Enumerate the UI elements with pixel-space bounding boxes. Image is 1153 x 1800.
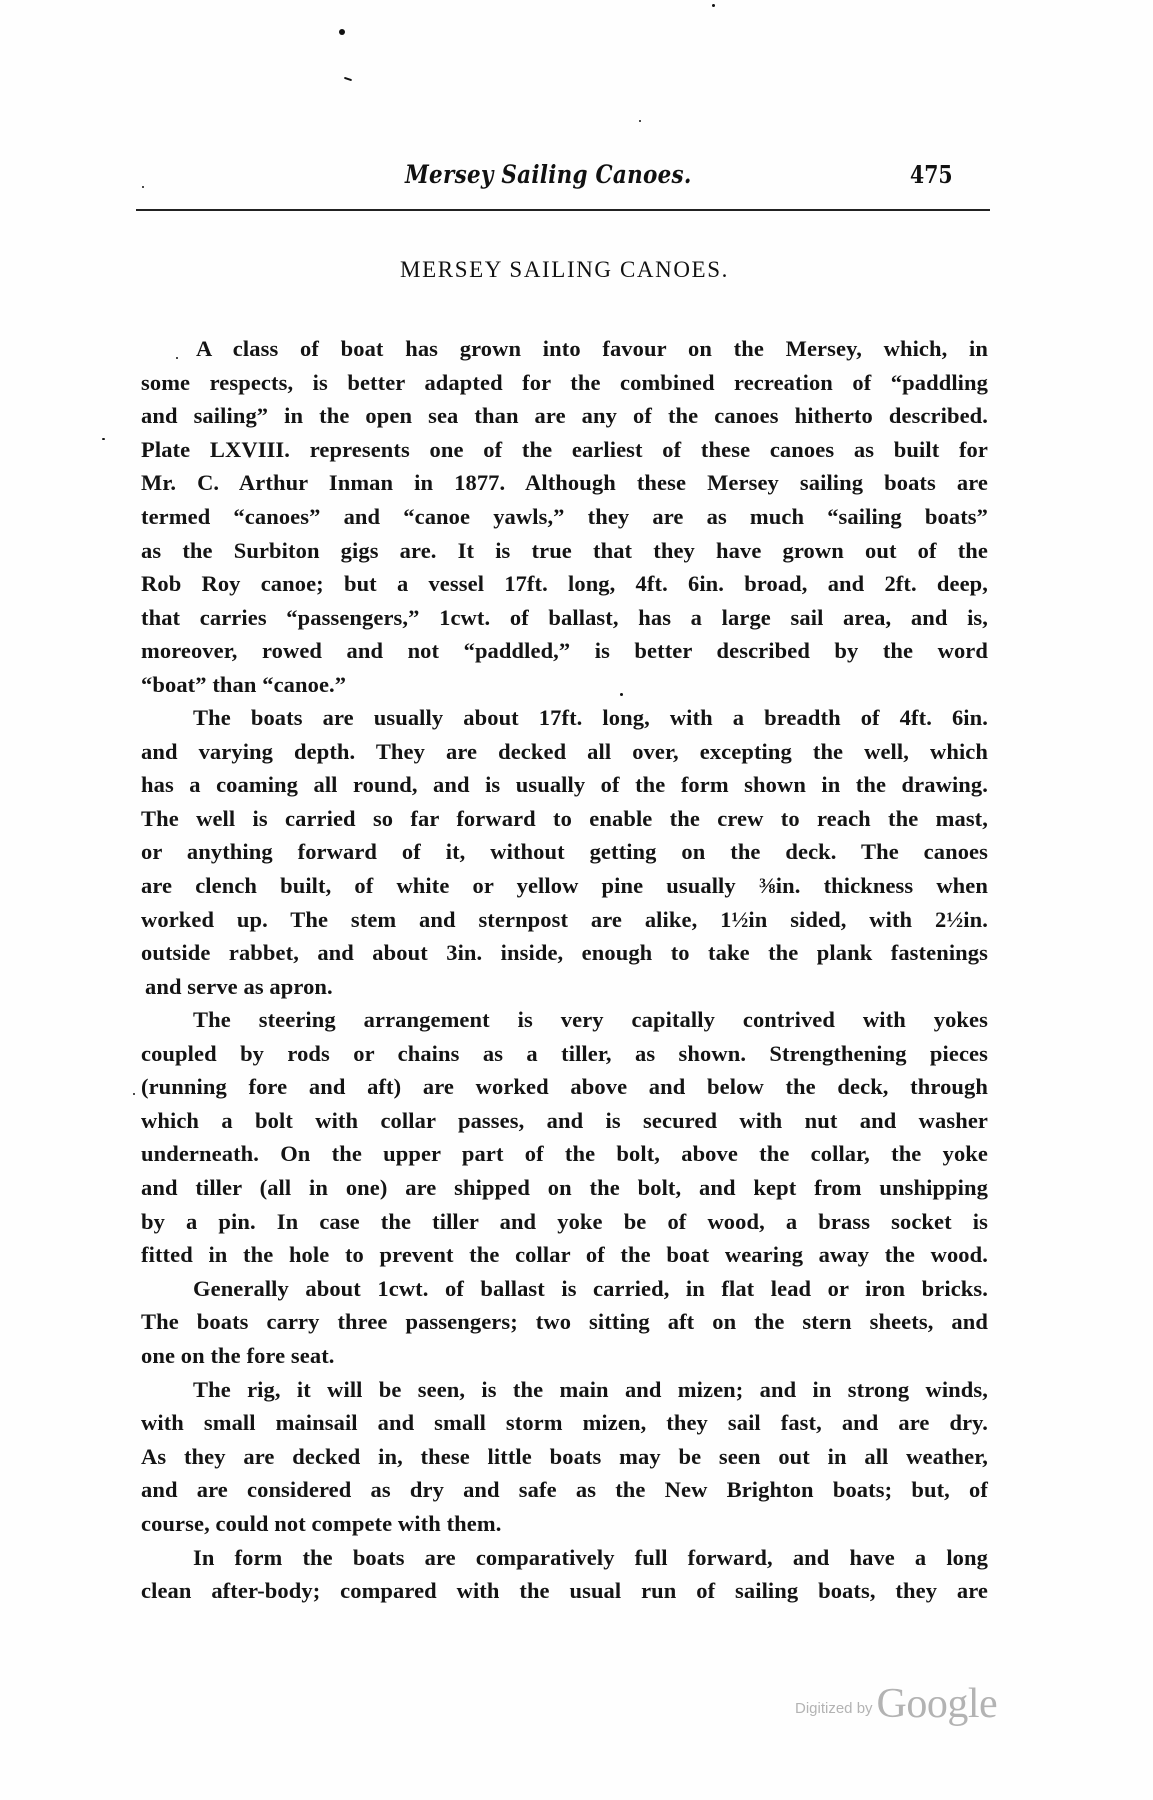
text-line: The well is carried so far forward to enable the crew to reach the mast,: [141, 806, 988, 831]
text-line: coupled by rods or chains as a tiller, as shown. Strengthening pieces: [141, 1041, 988, 1066]
watermark-prefix: Digitized by: [795, 1700, 873, 1717]
running-title: Mersey Sailing Canoes.: [405, 160, 692, 189]
text-line: has a coaming all round, and is usually of the form shown in the drawing.: [141, 772, 988, 797]
text-line: Plate LXVIII. represents one of the earliest of these canoes as built for: [141, 437, 988, 462]
text-line: The steering arrangement is very capitally contrived with yokes: [193, 1007, 988, 1032]
scan-speck: [102, 438, 105, 440]
text-line: by a pin. In case the tiller and yoke be of wood, a brass socket is: [141, 1209, 988, 1234]
text-line: which a bolt with collar passes, and is secured with nut and washer: [141, 1108, 988, 1133]
scan-speck: [142, 186, 144, 188]
text-line: A class of boat has grown into favour on the Mersey, which, in: [196, 336, 988, 361]
scan-speck: [133, 1093, 135, 1095]
text-line: worked up. The stem and sternpost are alike, 1½in sided, with 2½in.: [141, 907, 988, 932]
text-line: Mr. C. Arthur Inman in 1877. Although these Mersey sailing boats are: [141, 470, 988, 495]
text-line: The boats are usually about 17ft. long, with a breadth of 4ft. 6in.: [193, 705, 988, 730]
text-line: termed “canoes” and “canoe yawls,” they are as much “sailing boats”: [141, 504, 988, 529]
digitized-by-google-watermark: [795, 1680, 997, 1730]
text-line: as the Surbiton gigs are. It is true that they have grown out of the: [141, 538, 988, 563]
text-line: The boats carry three passengers; two sitting aft on the stern sheets, and: [141, 1309, 988, 1334]
text-line: The rig, it will be seen, is the main and mizen; and in strong winds,: [193, 1377, 988, 1402]
text-line: Rob Roy canoe; but a vessel 17ft. long, 4ft. 6in. broad, and 2ft. deep,: [141, 571, 988, 596]
header-rule: [136, 209, 990, 211]
text-line: and sailing” in the open sea than are any of the canoes hitherto described.: [141, 403, 988, 428]
section-title: MERSEY SAILING CANOES.: [400, 257, 729, 282]
text-line: moreover, rowed and not “paddled,” is better described by the word: [141, 638, 988, 663]
text-line: that carries “passengers,” 1cwt. of ballast, has a large sail area, and is,: [141, 605, 988, 630]
text-line: “boat” than “canoe.”: [141, 672, 347, 697]
text-line: are clench built, of white or yellow pine usually ⅜in. thickness when: [141, 873, 988, 898]
text-line: (running fore and aft) are worked above and below the deck, through: [141, 1074, 988, 1099]
text-line: and are considered as dry and safe as the New Brighton boats; but, of: [141, 1477, 988, 1502]
google-logo-text: Google: [876, 1681, 998, 1727]
scan-speck: [639, 120, 641, 122]
page-number: 475: [910, 160, 953, 189]
text-line: or anything forward of it, without getting on the deck. The canoes: [141, 839, 988, 864]
text-line: fitted in the hole to prevent the collar of the boat wearing away the wood.: [141, 1242, 988, 1267]
scan-speck: [344, 77, 352, 81]
text-line: course, could not compete with them.: [141, 1511, 502, 1536]
text-line: one on the fore seat.: [141, 1343, 335, 1368]
text-line: clean after-body; compared with the usual run of sailing boats, they are: [141, 1578, 988, 1603]
text-line: outside rabbet, and about 3in. inside, enough to take the plank fastenings: [141, 940, 988, 965]
scan-speck: [176, 357, 178, 359]
text-line: Generally about 1cwt. of ballast is carried, in flat lead or iron bricks.: [193, 1276, 988, 1301]
text-line: In form the boats are comparatively full forward, and have a long: [193, 1545, 988, 1570]
text-line: with small mainsail and small storm mizen, they sail fast, and are dry.: [141, 1410, 988, 1435]
text-line: and serve as apron.: [145, 974, 333, 999]
text-line: underneath. On the upper part of the bolt, above the collar, the yoke: [141, 1141, 988, 1166]
text-line: some respects, is better adapted for the combined recreation of “paddling: [141, 370, 988, 395]
text-line: As they are decked in, these little boats may be seen out in all weather,: [141, 1444, 988, 1469]
text-line: and tiller (all in one) are shipped on the bolt, and kept from unshipping: [141, 1175, 988, 1200]
scan-speck: [339, 29, 345, 35]
scan-speck: [712, 4, 715, 7]
text-line: and varying depth. They are decked all over, excepting the well, which: [141, 739, 988, 764]
